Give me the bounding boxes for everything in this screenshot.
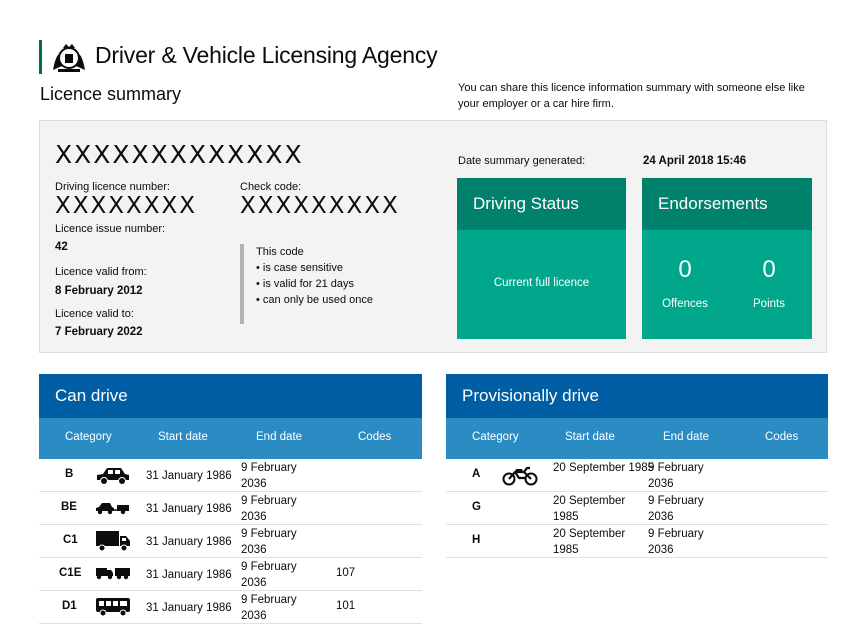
row-start-date: 31 January 1986 [146, 503, 232, 515]
agency-name: Driver & Vehicle Licensing Agency [95, 42, 438, 68]
car-icon [95, 466, 131, 486]
points-count: 0 [762, 256, 776, 283]
endorsements-title: Endorsements [642, 178, 812, 230]
minibus-icon [95, 597, 131, 617]
row-category: B [65, 468, 74, 480]
row-start-date: 31 January 1986 [146, 569, 232, 581]
column-end-date: End date [663, 431, 710, 443]
row-start-date: 20 September 1985 [553, 528, 626, 556]
provisionally-drive-panel [446, 374, 828, 558]
row-codes: 101 [336, 600, 356, 612]
row-category: BE [61, 501, 77, 513]
driving-status-card [457, 178, 626, 339]
table-row [446, 492, 828, 525]
driving-status-value: Current full licence [493, 277, 590, 289]
table-row [39, 525, 422, 558]
row-start-date: 31 January 1986 [146, 602, 232, 614]
row-start-date: 31 January 1986 [146, 470, 232, 482]
check-code-label: Check code: [240, 181, 302, 193]
column-start-date: Start date [565, 431, 615, 443]
code-note-point: • is case sensitive [256, 262, 343, 274]
valid-from-value: 8 February 2012 [55, 285, 143, 297]
driving-status-title: Driving Status [457, 178, 626, 230]
row-codes: 107 [336, 567, 356, 579]
row-end-date: 9 February 2036 [241, 594, 297, 622]
truck-icon [95, 530, 131, 552]
row-end-date: 9 February 2036 [648, 528, 704, 556]
provisionally-drive-column-headers [446, 418, 828, 459]
row-end-date: 9 February 2036 [648, 462, 704, 490]
table-row [39, 558, 422, 591]
row-category: A [472, 468, 481, 480]
row-category: H [472, 534, 481, 546]
code-note-point: • can only be used once [256, 294, 373, 306]
row-category: C1E [59, 567, 82, 579]
column-category: Category [472, 431, 519, 443]
offences-label: Offences [662, 298, 708, 310]
column-category: Category [65, 431, 112, 443]
column-end-date: End date [256, 431, 303, 443]
row-category: D1 [62, 600, 77, 612]
licence-number-value: XXXXXXXX [55, 193, 198, 219]
table-row [39, 492, 422, 525]
share-note: You can share this licence information summary with someone else like your employer or a car hire firm. [458, 82, 805, 110]
row-start-date: 31 January 1986 [146, 536, 232, 548]
can-drive-title: Can drive [39, 374, 422, 418]
column-start-date: Start date [158, 431, 208, 443]
motorcycle-icon [502, 463, 538, 487]
code-note-point: • is valid for 21 days [256, 278, 355, 290]
table-row [39, 459, 422, 492]
generated-date-value: 24 April 2018 15:46 [643, 155, 747, 167]
can-drive-panel [39, 374, 422, 624]
row-end-date: 9 February 2036 [648, 495, 704, 523]
endorsements-card [642, 178, 812, 339]
issue-number-label: Licence issue number: [55, 223, 166, 235]
page-title: Licence summary [40, 84, 182, 104]
issue-number-value: 42 [55, 241, 68, 253]
truck-trailer-icon [95, 567, 131, 581]
licence-holder-name: XXXXXXXXXXXXX [55, 140, 304, 169]
column-codes: Codes [765, 431, 799, 443]
code-note-title: This code [256, 246, 304, 258]
row-end-date: 9 February 2036 [241, 495, 297, 523]
valid-to-label: Licence valid to: [55, 308, 134, 320]
table-row [39, 591, 422, 624]
check-code-note [240, 244, 373, 324]
row-category: C1 [63, 534, 78, 546]
royal-crest-icon [50, 40, 88, 74]
offences-count: 0 [678, 256, 692, 283]
generated-date-label: Date summary generated: [458, 155, 586, 167]
table-row [446, 525, 828, 558]
licence-number-label: Driving licence number: [55, 181, 170, 193]
points-label: Points [753, 298, 785, 310]
row-end-date: 9 February 2036 [241, 462, 297, 490]
can-drive-column-headers [39, 418, 422, 459]
valid-to-value: 7 February 2022 [55, 326, 143, 338]
row-category: G [472, 501, 481, 513]
row-start-date: 20 September 1985 [553, 495, 626, 523]
row-end-date: 9 February 2036 [241, 561, 297, 589]
provisionally-drive-title: Provisionally drive [446, 374, 828, 418]
table-row [446, 459, 828, 492]
row-end-date: 9 February 2036 [241, 528, 297, 556]
column-codes: Codes [358, 431, 392, 443]
brand-bar [39, 40, 42, 74]
car-trailer-icon [95, 502, 131, 516]
check-code-value: XXXXXXXXX [240, 193, 400, 219]
row-start-date: 20 September 1985 [553, 462, 655, 474]
valid-from-label: Licence valid from: [55, 266, 147, 278]
